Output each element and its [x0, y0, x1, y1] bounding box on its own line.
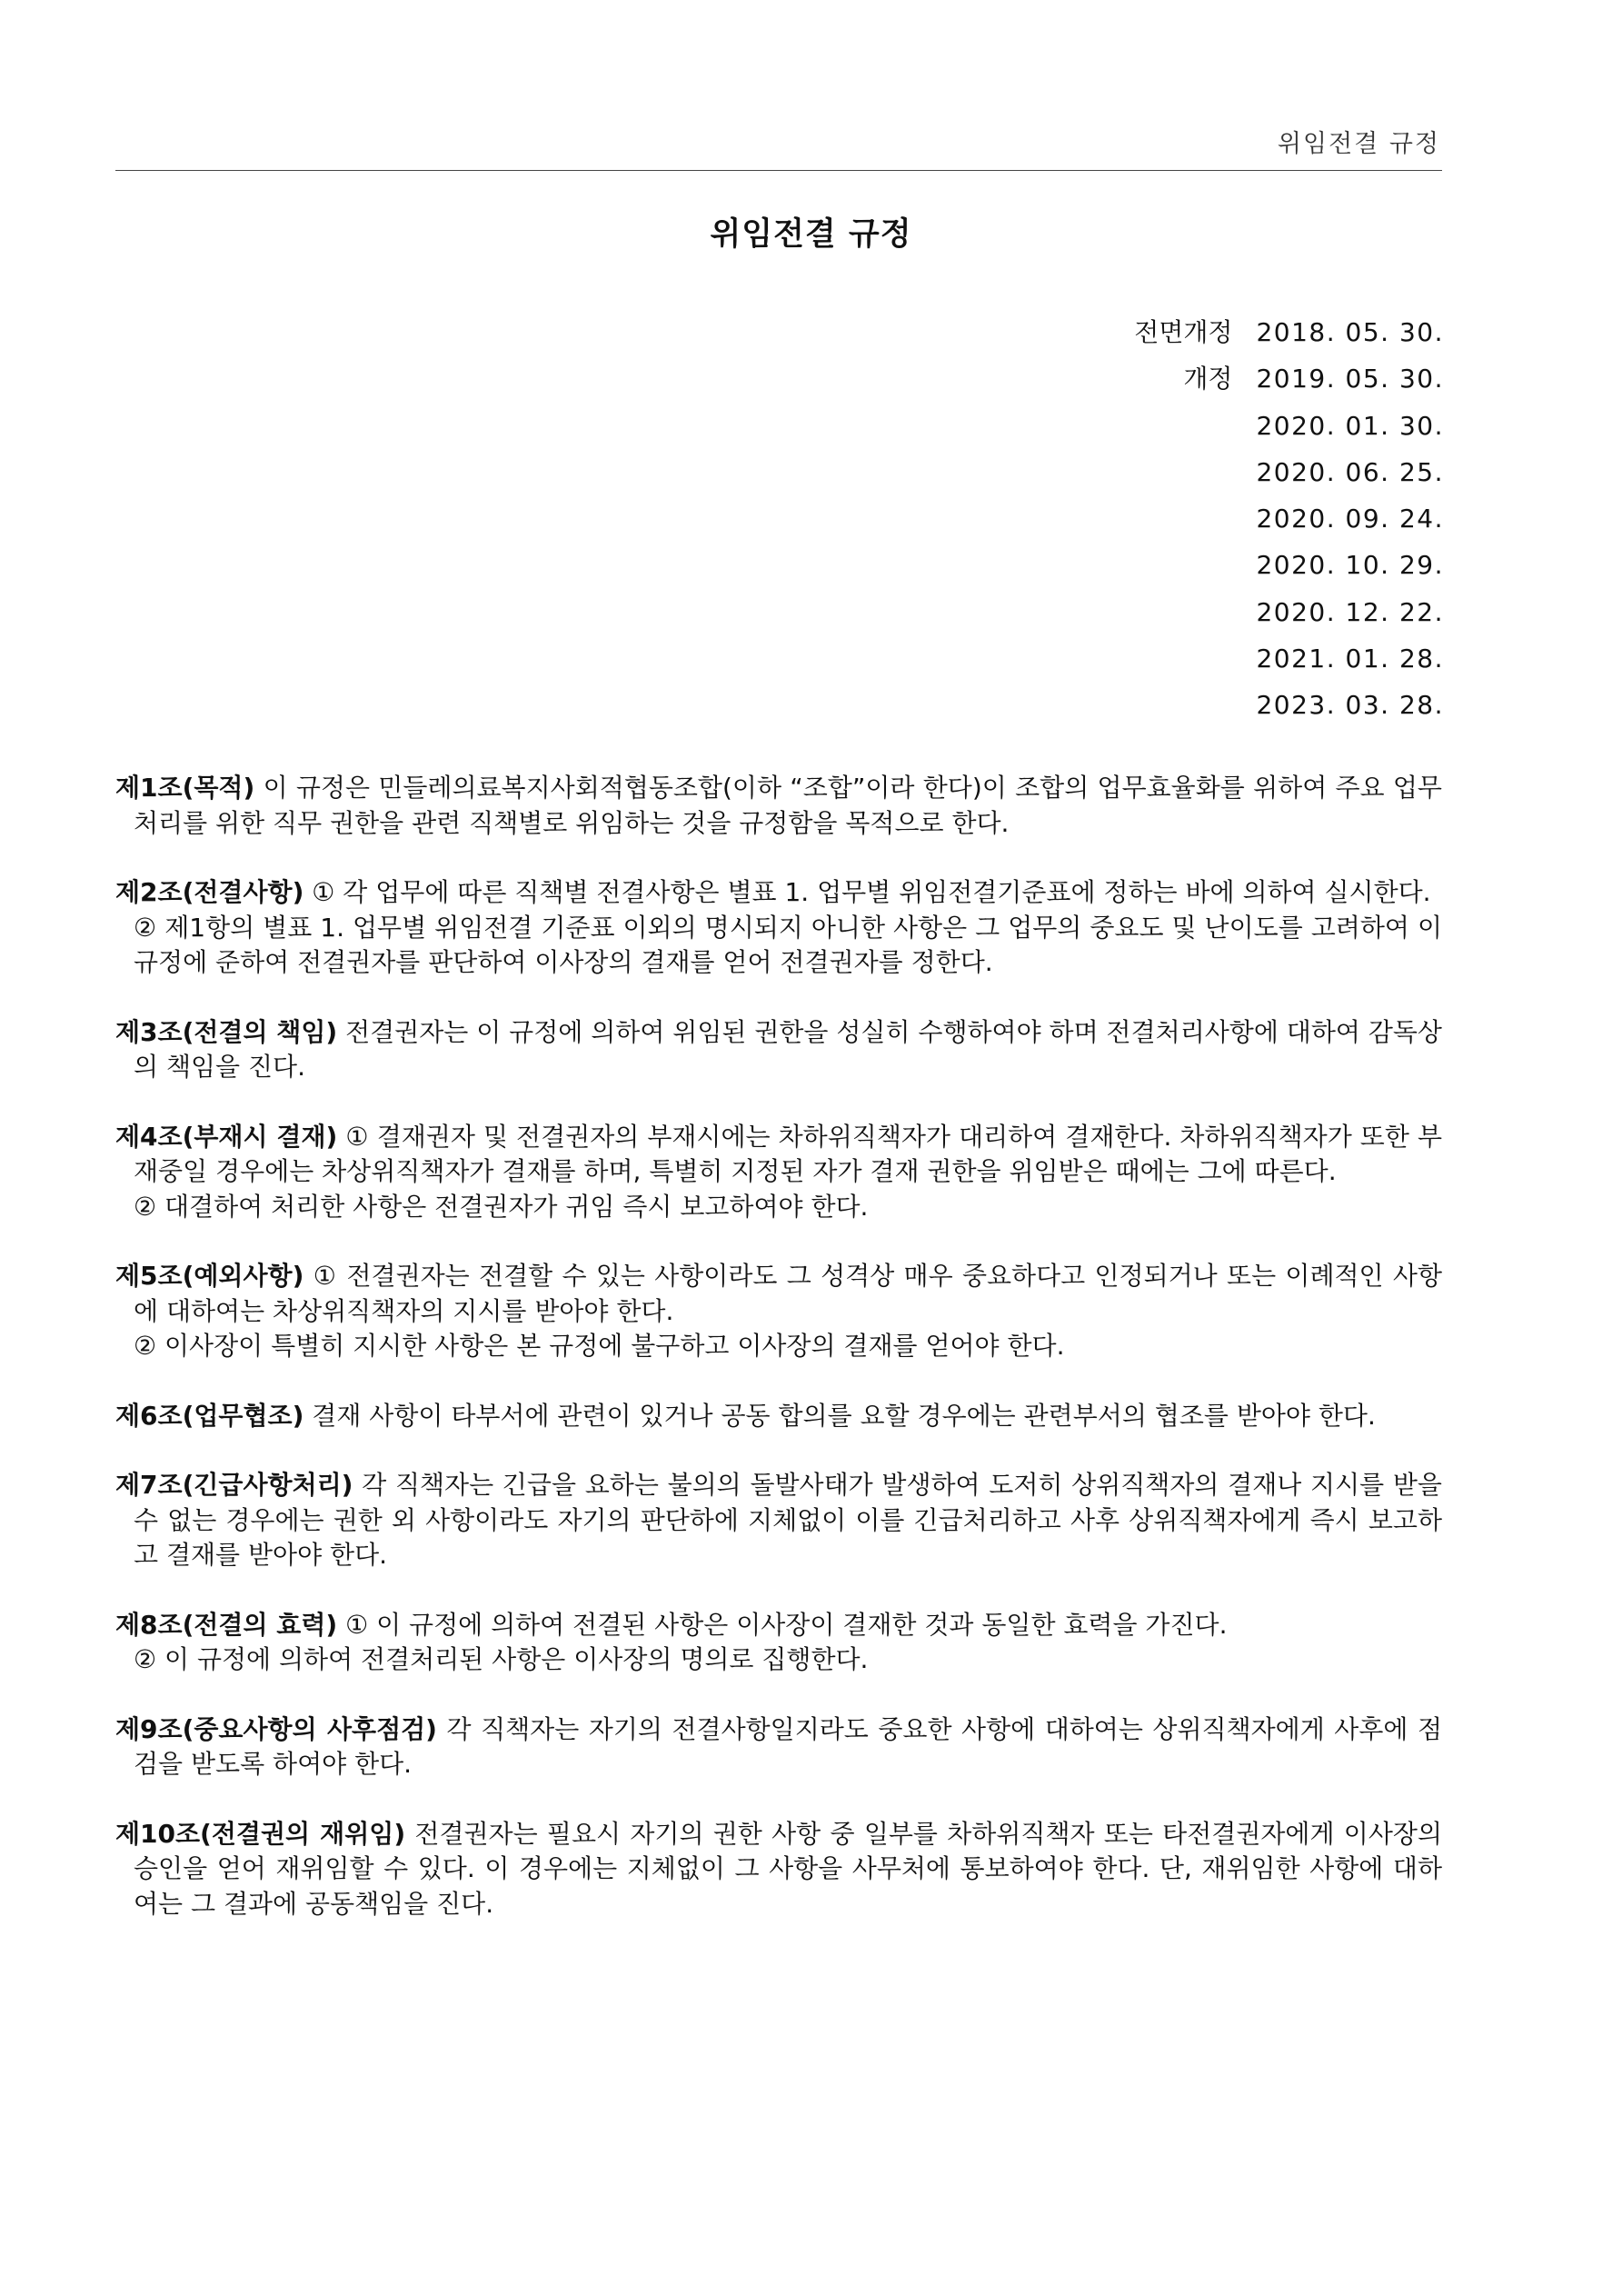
article-paragraph [115, 771, 1442, 841]
article-clause: ② 이사장이 특별히 지시한 사항은 본 규정에 불구하고 이사장의 결재를 얻어야 한다. [134, 1331, 1065, 1361]
article-text: 전결권자는 필요시 자기의 권한 사항 중 일부를 차하위직책자 또는 타전결권자에게 이사장의 승인을 얻어 재위임할 수 있다. 이 경우에는 지체없이 그 사항을 사무처에 통보하여야 한다. 단, 재위임한 사항에 대하여는 그 결과에 공동책임을 진다. [134, 1818, 1442, 1919]
revision-date: 2019. 05. 30. [1256, 364, 1444, 394]
article-text: 전결권자는 이 규정에 의하여 위임된 권한을 성실히 수행하여야 하며 전결처리사항에 대하여 감독상의 책임을 진다. [134, 1016, 1442, 1082]
article [115, 1817, 1442, 1922]
article [115, 1608, 1442, 1678]
article-text: ① 결재권자 및 전결권자의 부재시에는 차하위직책자가 대리하여 결재한다. 차하위직책자가 또한 부재중일 경우에는 차상위직책자가 결재를 하며, 특별히 지정된 자가 결재 권한을 위임받은 때에는 그에 따른다. [134, 1121, 1442, 1186]
header-divider [115, 170, 1442, 171]
revision-label: 전면개정 [1134, 317, 1233, 347]
revision-date: 2018. 05. 30. [1256, 317, 1444, 347]
article-paragraph [115, 1712, 1442, 1782]
revision-row [1134, 355, 1444, 402]
revision-row [1134, 542, 1444, 588]
revision-row [1134, 449, 1444, 495]
article-heading: 제2조(전결사항) [115, 877, 304, 907]
revision-label: 개정 [1183, 364, 1233, 394]
article [115, 1399, 1442, 1434]
revision-date: 2020. 06. 25. [1256, 456, 1444, 487]
article-heading: 제3조(전결의 책임) [115, 1016, 338, 1047]
revision-date: 2020. 10. 29. [1256, 550, 1444, 581]
article-text: ① 전결권자는 전결할 수 있는 사항이라도 그 성격상 매우 중요하다고 인정되거나 또는 이례적인 사항에 대하여는 차상위직책자의 지시를 받아야 한다. [134, 1261, 1443, 1326]
revision-date: 2020. 01. 30. [1256, 410, 1444, 441]
article-heading: 제10조(전결권의 재위임) [115, 1818, 406, 1849]
article-paragraph [115, 1015, 1442, 1085]
revision-row [1134, 403, 1444, 449]
article-heading: 제9조(중요사항의 사후점검) [115, 1713, 437, 1744]
article-paragraph [115, 1120, 1442, 1190]
article-text: 결재 사항이 타부서에 관련이 있거나 공동 합의를 요할 경우에는 관련부서의 협조를 받아야 한다. [312, 1400, 1376, 1431]
article-list [115, 771, 1442, 1956]
article [115, 1015, 1442, 1085]
revision-row [1134, 635, 1444, 682]
revision-row [1134, 309, 1444, 355]
article-clause: ② 제1항의 별표 1. 업무별 위임전결 기준표 이외의 명시되지 아니한 사항은 그 업무의 중요도 및 난이도를 고려하여 이 규정에 준하여 전결권자를 판단하여 이사장의 결재를 얻어 전결권자를 정한다. [134, 912, 1442, 977]
article-heading: 제7조(긴급사항처리) [115, 1470, 353, 1500]
revision-date: 2020. 09. 24. [1256, 504, 1444, 534]
article [115, 1712, 1442, 1782]
document-title: 위임전결 규정 [710, 216, 912, 253]
article-paragraph [115, 1399, 1442, 1434]
revision-date: 2023. 03. 28. [1256, 690, 1444, 721]
article-text: 이 규정은 민들레의료복지사회적협동조합(이하 “조합”이라 한다)이 조합의 업무효율화를 위하여 주요 업무처리를 위한 직무 권한을 관련 직책별로 위임하는 것을 규정함을 목적으로 한다. [134, 773, 1442, 838]
article-paragraph [115, 1468, 1442, 1573]
article-text: 각 직책자는 자기의 전결사항일지라도 중요한 사항에 대하여는 상위직책자에게 사후에 점검을 받도록 하여야 한다. [134, 1713, 1442, 1779]
article [115, 771, 1442, 841]
article [115, 1259, 1442, 1364]
article-paragraph [115, 1817, 1442, 1922]
article [115, 875, 1442, 981]
running-header: 위임전결 규정 [1277, 130, 1440, 158]
revision-date: 2020. 12. 22. [1256, 596, 1444, 627]
revision-row [1134, 682, 1444, 728]
article-heading: 제4조(부재시 결재) [115, 1121, 338, 1152]
article-paragraph [115, 875, 1442, 911]
article-clause: ② 이 규정에 의하여 전결처리된 사항은 이사장의 명의로 집행한다. [134, 1644, 869, 1674]
article-heading: 제5조(예외사항) [115, 1261, 304, 1291]
article [115, 1120, 1442, 1225]
article [115, 1468, 1442, 1573]
article-text: 각 직책자는 긴급을 요하는 불의의 돌발사태가 발생하여 도저히 상위직책자의 결재나 지시를 받을 수 없는 경우에는 권한 외 사항이라도 자기의 판단하에 지체없이 이를 긴급처리하고 사후 상위직책자에게 즉시 보고하고 결재를 받아야 한다. [134, 1470, 1442, 1570]
article-paragraph [115, 1608, 1442, 1643]
revision-date: 2021. 01. 28. [1256, 644, 1444, 674]
article-heading: 제6조(업무협조) [115, 1400, 304, 1431]
revision-row [1134, 495, 1444, 542]
revision-history [1134, 309, 1444, 729]
article-text: ① 각 업무에 따른 직책별 전결사항은 별표 1. 업무별 위임전결기준표에 정하는 바에 의하여 실시한다. [312, 877, 1431, 907]
article-heading: 제1조(목적) [115, 773, 255, 803]
article-text: ① 이 규정에 의하여 전결된 사항은 이사장이 결재한 것과 동일한 효력을 가진다. [345, 1609, 1228, 1640]
article-paragraph [115, 1259, 1442, 1329]
article-clause: ② 대결하여 처리한 사항은 전결권자가 귀임 즉시 보고하여야 한다. [134, 1191, 869, 1222]
article-heading: 제8조(전결의 효력) [115, 1609, 338, 1640]
revision-row [1134, 589, 1444, 635]
